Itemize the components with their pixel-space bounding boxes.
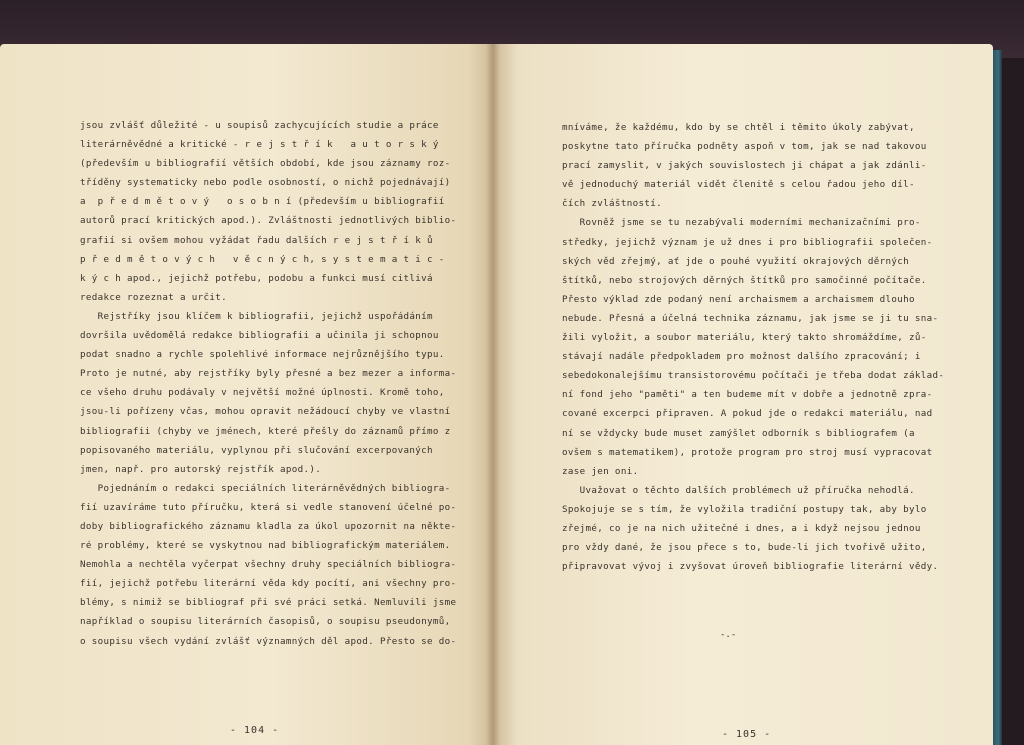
text-line: sebedokonalejšímu transistorovému počítači je třeba dodat základ- bbox=[562, 370, 945, 382]
text-line: jmen, např. pro autorský rejstřík apod.). bbox=[80, 463, 322, 475]
text-line: cované excerpci připraven. A pokud jde o redakci materiálu, nad bbox=[562, 408, 933, 420]
right-page-number: - 105 - bbox=[722, 729, 772, 740]
text-line: ovšem s matematikem), protože program pro stroj musí vypracovat bbox=[562, 446, 933, 458]
text-line: jsou zvlášť důležité - u soupisů zachycujících studie a práce bbox=[80, 120, 439, 131]
text-line: prací zamyslit, v jakých souvislostech ji chápat a jak zdánli- bbox=[562, 160, 927, 172]
text-line: ských věd zřejmý, ať jde o pouhé využití okrajových děrných bbox=[562, 255, 909, 267]
text-line: čích zvláštností. bbox=[562, 198, 662, 210]
left-page-text bbox=[80, 116, 456, 651]
text-line: připravovat vývoj i zvyšovat úroveň bibliografie literární vědy. bbox=[562, 561, 939, 573]
text-line: například o soupisu literárních časopisů, o soupisu pseudonymů, bbox=[80, 616, 451, 628]
left-page bbox=[0, 44, 493, 745]
text-line: štítků, nebo strojových děrných štítků pro samočinné počítače. bbox=[562, 274, 927, 286]
text-line: žili vyložit, a soubor materiálu, který takto shromáždíme, zů- bbox=[562, 332, 927, 344]
text-line: (především u bibliografií větších období, kde jsou záznamy roz- bbox=[80, 158, 451, 170]
text-line: Spokojuje se s tím, že vyložila tradiční postupy tak, aby bylo bbox=[562, 503, 927, 515]
text-line: stávají nadále předpokladem pro možnost dalšího zpracování; i bbox=[562, 351, 921, 363]
text-line: Pojednáním o redakci speciálních literárněvědných bibliogra- bbox=[80, 482, 451, 494]
text-line: ce všeho druhu podávaly v největší možné úplnosti. Kromě toho, bbox=[80, 387, 445, 399]
text-line: popisovaného materiálu, vyplynou při slučování excerpovaných bbox=[80, 444, 433, 456]
text-line: fií, jejichž potřebu literární věda kdy pocítí, ani všechny pro- bbox=[80, 578, 457, 590]
text-line: a p ř e d m ě t o v ý o s o b n í (především u bibliografií bbox=[80, 196, 445, 208]
text-line: literárněvědné a kritické - r e j s t ř í k a u t o r s k ý bbox=[80, 139, 439, 151]
right-page-text bbox=[562, 118, 944, 576]
text-line: dovršila uvědomělá redakce bibliografii a učinila ji schopnou bbox=[80, 330, 439, 342]
book-spine bbox=[486, 44, 500, 745]
section-separator: -.- bbox=[720, 630, 737, 640]
text-line: fií uzavíráme tuto příručku, která si vedle stanovení účelné po- bbox=[80, 501, 457, 513]
text-line: p ř e d m ě t o v ý c h v ě c n ý c h, s y s t e m a t i c - bbox=[80, 253, 445, 265]
text-line: grafií si ovšem mohou vyžádat řadu dalších r e j s t ř í k ů bbox=[80, 234, 433, 246]
text-line: autorů prací kritických apod.). Zvláštnosti jednotlivých biblio- bbox=[80, 215, 457, 227]
text-line: mníváme, že každému, kdo by se chtěl i těmito úkoly zabývat, bbox=[562, 122, 915, 133]
text-line: podat snadno a rychle spolehlivé informace nejrůznějšího typu. bbox=[80, 349, 445, 361]
text-line: redakce rozeznat a určit. bbox=[80, 291, 228, 303]
text-line: ré problémy, které se vyskytnou nad bibliografickým materiálem. bbox=[80, 540, 451, 552]
text-line: Proto je nutné, aby rejstříky byly přesné a bez mezer a informa- bbox=[80, 368, 457, 380]
text-line: pro vždy dané, že jsou přece s to, bude-li jich tvořivě užito, bbox=[562, 542, 927, 554]
text-line: doby bibliografického záznamu kladla za úkol upozornit na někte- bbox=[80, 520, 457, 532]
text-line: Nemohla a nechtěla vyčerpat všechny druhy speciálních bibliogra- bbox=[80, 559, 457, 571]
text-line: k ý c h apod., jejichž potřebu, podobu a funkci musí citlivá bbox=[80, 272, 433, 284]
book-cover-edge bbox=[993, 50, 1002, 745]
text-line: zřejmé, co je na nich užitečné i dnes, a i když nejsou jednou bbox=[562, 522, 921, 534]
text-line: blémy, s nimiž se bibliograf při své práci setká. Nemluvili jsme bbox=[80, 597, 457, 609]
text-line: tříděny systematicky nebo podle osobností, o nichž pojednávají) bbox=[80, 177, 451, 189]
text-line: ní fond jeho "paměti" a ten budeme mít v dobře a jednotně zpra- bbox=[562, 389, 933, 401]
text-line: zase jen oni. bbox=[562, 465, 639, 477]
text-line: jsou-li pořízeny včas, mohou opravit nežádoucí chyby ve vlastní bbox=[80, 406, 451, 418]
text-line: vě jednoduchý materiál vidět členitě s celou řadou jeho díl- bbox=[562, 179, 915, 191]
text-line: Přesto výklad zde podaný není archaismem a archaismem dlouho bbox=[562, 293, 915, 305]
right-page bbox=[493, 44, 993, 745]
text-line: Uvažovat o těchto dalších problémech už příručka nehodlá. bbox=[562, 484, 915, 496]
text-line: ní se vždycky bude muset zamýšlet odborník s bibliografem (a bbox=[562, 427, 915, 439]
text-line: středky, jejichž význam je už dnes i pro bibliografii společen- bbox=[562, 236, 933, 248]
text-line: Rejstříky jsou klíčem k bibliografii, jejichž uspořádáním bbox=[80, 310, 433, 322]
left-page-number: - 104 - bbox=[230, 725, 280, 736]
text-line: Rovněž jsme se tu nezabývali moderními mechanizačními pro- bbox=[562, 217, 921, 229]
text-line: bibliografii (chyby ve jménech, které přešly do záznamů přímo z bbox=[80, 425, 451, 437]
text-line: nebude. Přesná a účelná technika záznamu, jak jsme se ji tu sna- bbox=[562, 312, 939, 324]
text-line: o soupisu všech vydání zvlášť významných děl apod. Přesto se do- bbox=[80, 635, 457, 647]
text-line: poskytne tato příručka podněty aspoň v tom, jak se nad takovou bbox=[562, 141, 927, 153]
open-book bbox=[0, 44, 1000, 745]
